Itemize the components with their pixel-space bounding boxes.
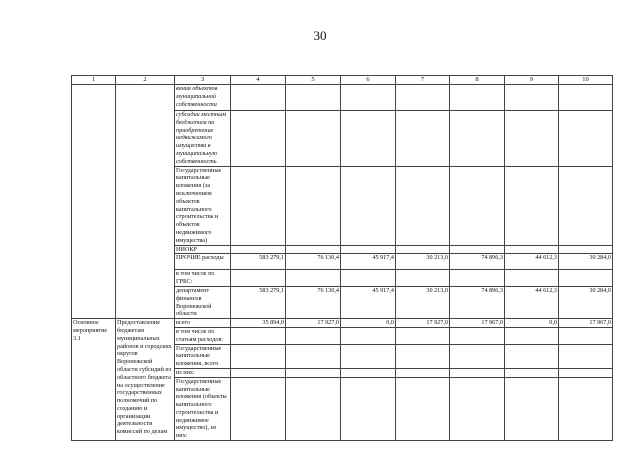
header-cell-8: 8 [450, 76, 505, 85]
value-cell [396, 245, 450, 254]
value-cell: 45 917,4 [341, 286, 396, 318]
value-cell [505, 245, 559, 254]
header-row [72, 76, 613, 85]
header-cell-3: 3 [175, 76, 231, 85]
value-cell [341, 344, 396, 368]
header-cell-2: 2 [116, 76, 175, 85]
budget-table [71, 75, 613, 441]
value-cell [286, 85, 341, 111]
value-cell [559, 377, 613, 440]
col1-cell [72, 270, 116, 287]
value-cell [396, 166, 450, 245]
table-row [72, 85, 613, 111]
value-cell [505, 111, 559, 167]
header-cell-4: 4 [231, 76, 286, 85]
value-cell [559, 245, 613, 254]
col2-cell [116, 270, 175, 287]
value-cell [559, 85, 613, 111]
value-cell [559, 344, 613, 368]
value-cell [450, 327, 505, 344]
value-cell: 583 279,1 [231, 286, 286, 318]
value-cell [505, 327, 559, 344]
header-cell-5: 5 [286, 76, 341, 85]
value-cell [450, 85, 505, 111]
value-cell: 45 917,4 [341, 254, 396, 270]
value-cell: 74 896,3 [450, 286, 505, 318]
event-number: Основное мероприятие 3.1 [72, 319, 116, 441]
value-cell [286, 377, 341, 440]
value-cell [286, 344, 341, 368]
value-cell [286, 111, 341, 167]
page-number: 30 [313, 28, 327, 43]
value-cell: 35 894,0 [231, 319, 286, 328]
col1-cell [72, 245, 116, 254]
value-cell: 74 896,3 [450, 254, 505, 270]
table-row [72, 319, 613, 328]
value-cell [505, 368, 559, 377]
value-cell [396, 270, 450, 287]
row-label: Государственные капитальные вложения (за исключением объектов капитального строительства и объектов недвижимого имущества) [175, 166, 231, 245]
value-cell: 30 213,0 [396, 286, 450, 318]
row-label: ПРОЧИЕ расходы [175, 254, 231, 270]
value-cell [231, 166, 286, 245]
value-cell [396, 327, 450, 344]
row-label: НИОКР [175, 245, 231, 254]
value-cell [286, 166, 341, 245]
row-label: Государственные капитальные вложения (объекты капитального строительства и недвижимое имущество), из них: [175, 377, 231, 440]
value-cell [396, 111, 450, 167]
row-label: в том числе по ГРБС: [175, 270, 231, 287]
value-cell [450, 368, 505, 377]
col2-cell [116, 286, 175, 318]
table-row [72, 254, 613, 270]
value-cell [231, 327, 286, 344]
value-cell: 30 284,0 [559, 286, 613, 318]
value-cell: 30 284,0 [559, 254, 613, 270]
row-label: в том числе по статьям расходов: [175, 327, 231, 344]
col2-cell [116, 245, 175, 254]
value-cell [505, 270, 559, 287]
value-cell: 30 213,0 [396, 254, 450, 270]
value-cell [450, 166, 505, 245]
value-cell [341, 270, 396, 287]
value-cell [396, 368, 450, 377]
value-cell: 17 927,0 [286, 319, 341, 328]
header-cell-1: 1 [72, 76, 116, 85]
value-cell [231, 344, 286, 368]
value-cell [559, 327, 613, 344]
row-label: субсидии местным бюджетам на приобретение недвижимого имущества в муниципальную собственность [175, 111, 231, 167]
value-cell [231, 85, 286, 111]
value-cell [341, 166, 396, 245]
value-cell [231, 245, 286, 254]
value-cell [505, 166, 559, 245]
header-cell-6: 6 [341, 76, 396, 85]
col1-cell [72, 111, 116, 167]
value-cell [505, 377, 559, 440]
value-cell [450, 344, 505, 368]
value-cell [559, 368, 613, 377]
value-cell [341, 111, 396, 167]
table-row [72, 111, 613, 167]
value-cell: 17 967,0 [559, 319, 613, 328]
value-cell [559, 166, 613, 245]
col1-cell [72, 286, 116, 318]
row-label: из них: [175, 368, 231, 377]
event-description: Предоставление бюджетам муниципальных районов и городских округов Воронежской области субсидий из областного бюджета на осуществление государственных полномочий по созданию и организации деятельности комиссий по делам [116, 319, 175, 441]
col1-cell [72, 254, 116, 270]
value-cell [231, 377, 286, 440]
value-cell [559, 270, 613, 287]
row-label: вания объектов муниципальной собственности [175, 85, 231, 111]
row-label: всего [175, 319, 231, 328]
value-cell [286, 245, 341, 254]
value-cell [450, 245, 505, 254]
header-cell-9: 9 [505, 76, 559, 85]
value-cell [341, 245, 396, 254]
value-cell: 76 130,4 [286, 254, 341, 270]
value-cell [341, 327, 396, 344]
value-cell [286, 368, 341, 377]
value-cell [231, 111, 286, 167]
value-cell [450, 270, 505, 287]
value-cell: 44 612,3 [505, 286, 559, 318]
col2-cell [116, 166, 175, 245]
value-cell: 76 130,4 [286, 286, 341, 318]
value-cell [559, 111, 613, 167]
value-cell: 17 927,0 [396, 319, 450, 328]
table-row [72, 270, 613, 287]
table-row [72, 166, 613, 245]
value-cell: 0,0 [341, 319, 396, 328]
col2-cell [116, 85, 175, 111]
value-cell [286, 270, 341, 287]
row-label: Государственные капитальные вложения, всего [175, 344, 231, 368]
value-cell: 0,0 [505, 319, 559, 328]
col1-cell [72, 166, 116, 245]
col2-cell [116, 254, 175, 270]
value-cell: 583 279,1 [231, 254, 286, 270]
value-cell [396, 85, 450, 111]
value-cell [450, 377, 505, 440]
value-cell [396, 377, 450, 440]
value-cell [341, 368, 396, 377]
value-cell: 44 612,3 [505, 254, 559, 270]
col2-cell [116, 111, 175, 167]
table-row [72, 286, 613, 318]
header-cell-10: 10 [559, 76, 613, 85]
value-cell [505, 85, 559, 111]
value-cell [396, 344, 450, 368]
value-cell: 17 967,0 [450, 319, 505, 328]
row-label: департамент финансов Воронежской области [175, 286, 231, 318]
value-cell [341, 377, 396, 440]
value-cell [505, 344, 559, 368]
value-cell [231, 270, 286, 287]
col1-cell [72, 85, 116, 111]
value-cell [341, 85, 396, 111]
value-cell [450, 111, 505, 167]
value-cell [286, 327, 341, 344]
value-cell [231, 368, 286, 377]
header-cell-7: 7 [396, 76, 450, 85]
table-row [72, 245, 613, 254]
